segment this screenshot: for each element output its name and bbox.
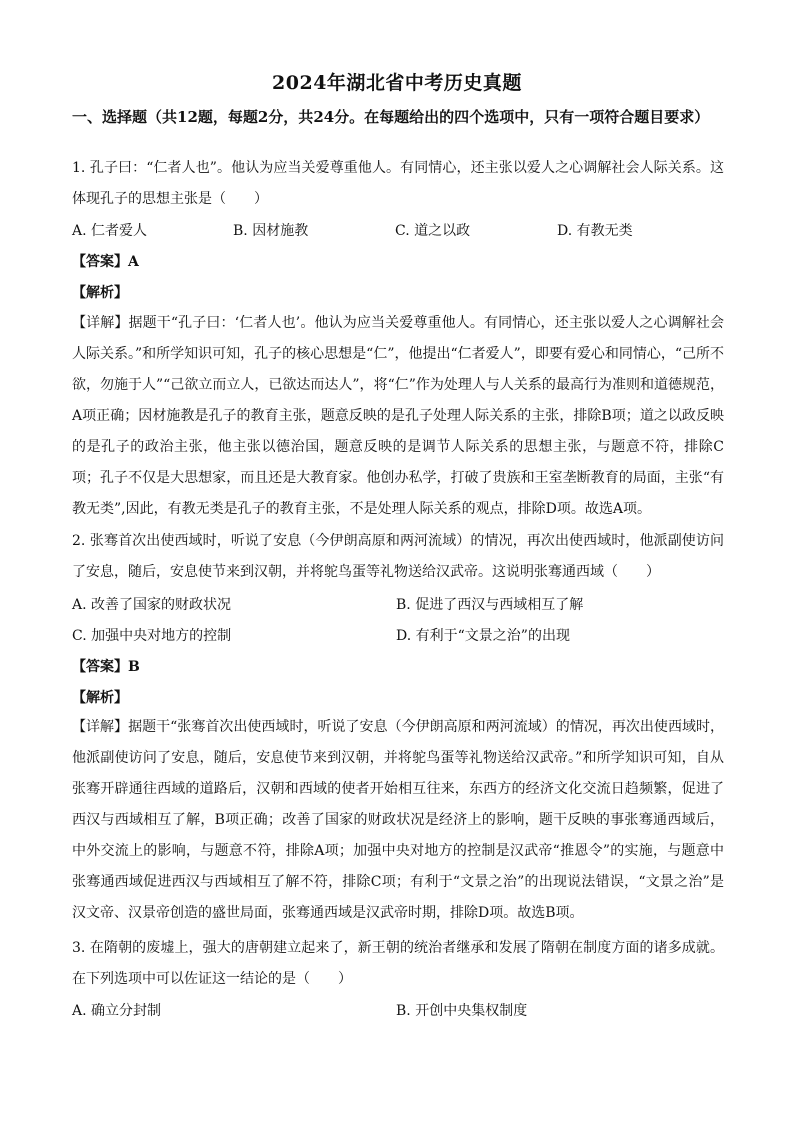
q2-option-c: C. 加强中央对地方的控制: [72, 628, 232, 644]
q1-option-c: C. 道之以政: [395, 223, 471, 239]
q1-option-b: B. 因材施教: [233, 223, 309, 239]
q3-option-b: B. 开创中央集权制度: [396, 1003, 528, 1019]
q1-option-d: D. 有教无类: [557, 223, 633, 239]
question-1-stem: 1. 孔子曰：“仁者人也”。他认为应当关爱尊重他人。有同情心，还主张以爱人之心调解社会人际关系。这体现孔子的思想主张是（ ）: [72, 160, 724, 207]
q2-option-d: D. 有利于“文景之治”的出现: [396, 628, 570, 644]
section-heading: 一、选择题（共12题，每题2分，共24分。在每题给出的四个选项中，只有一项符合题目要求）: [72, 108, 710, 126]
q1-detail: 【详解】据题干“孔子曰：‘仁者人也’。他认为应当关爱尊重他人。有同情心，还主张以爱人之心调解社会人际关系。”和所学知识可知，孔子的核心思想是“仁”，他提出“仁者爱人”，即要有爱心和同情心，“己所不欲，勿施于人”“己欲立而立人，已欲达而达人”，将“仁”作为处理人与人关系的最高行为准则和道德规范，A项正确；因材施教是孔子的教育主张，题意反映的是孔子处理人际关系的主张，排除B项；道之以政反映的是孔子的政治主张，他主张以德治国，题意反映的是调节人际关系的思想主张，与题意不符，排除C项；孔子不仅是大思想家，而且还是大教育家。他创办私学，打破了贵族和王室垄断教育的局面，主张“有教无类”,因此，有教无类是孔子的教育主张，不是处理人际关系的观点，排除D项。故选A项。: [72, 315, 724, 517]
page-title: 2024年湖北省中考历史真题: [272, 72, 522, 94]
q2-option-b: B. 促进了西汉与西域相互了解: [396, 597, 584, 613]
question-3-stem: 3. 在隋朝的废墟上，强大的唐朝建立起来了，新王朝的统治者继承和发展了隋朝在制度方面的诸多成就。在下列选项中可以佐证这一结论的是（ ）: [72, 940, 724, 987]
q1-analysis-label: 【解析】: [72, 285, 128, 301]
q3-option-a: A. 确立分封制: [72, 1003, 162, 1019]
q2-analysis-label: 【解析】: [72, 690, 128, 706]
q2-answer: 【答案】B: [72, 659, 140, 675]
question-2-stem: 2. 张骞首次出使西域时，听说了安息（今伊朗高原和两河流域）的情况，再次出使西域时，他派副使访问了安息，随后，安息使节来到汉朝，并将鸵鸟蛋等礼物送给汉武帝。这说明张骞通西域（ ）: [72, 533, 724, 580]
q2-option-a: A. 改善了国家的财政状况: [72, 597, 232, 613]
q1-answer: 【答案】A: [72, 254, 139, 270]
q2-detail: 【详解】据题干“张骞首次出使西域时，听说了安息（今伊朗高原和两河流域）的情况，再次出使西域时，他派副使访问了安息，随后，安息使节来到汉朝，并将鸵鸟蛋等礼物送给汉武帝。”和所学知识可知，自从张骞开辟通往西域的道路后，汉朝和西域的使者开始相互往来，东西方的经济文化交流日趋频繁，促进了西汉与西域相互了解，B项正确；改善了国家的财政状况是经济上的影响，题干反映的事张骞通西域后，中外交流上的影响，与题意不符，排除A项；加强中央对地方的控制是汉武帝“推恩令”的实施，与题意中张骞通西域促进西汉与西域相互了解不符，排除C项；有利于“文景之治”的出现说法错误，“文景之治”是汉文帝、汉景帝创造的盛世局面，张骞通西域是汉武帝时期，排除D项。故选B项。: [72, 719, 724, 921]
q1-option-a: A. 仁者爱人: [72, 223, 148, 239]
